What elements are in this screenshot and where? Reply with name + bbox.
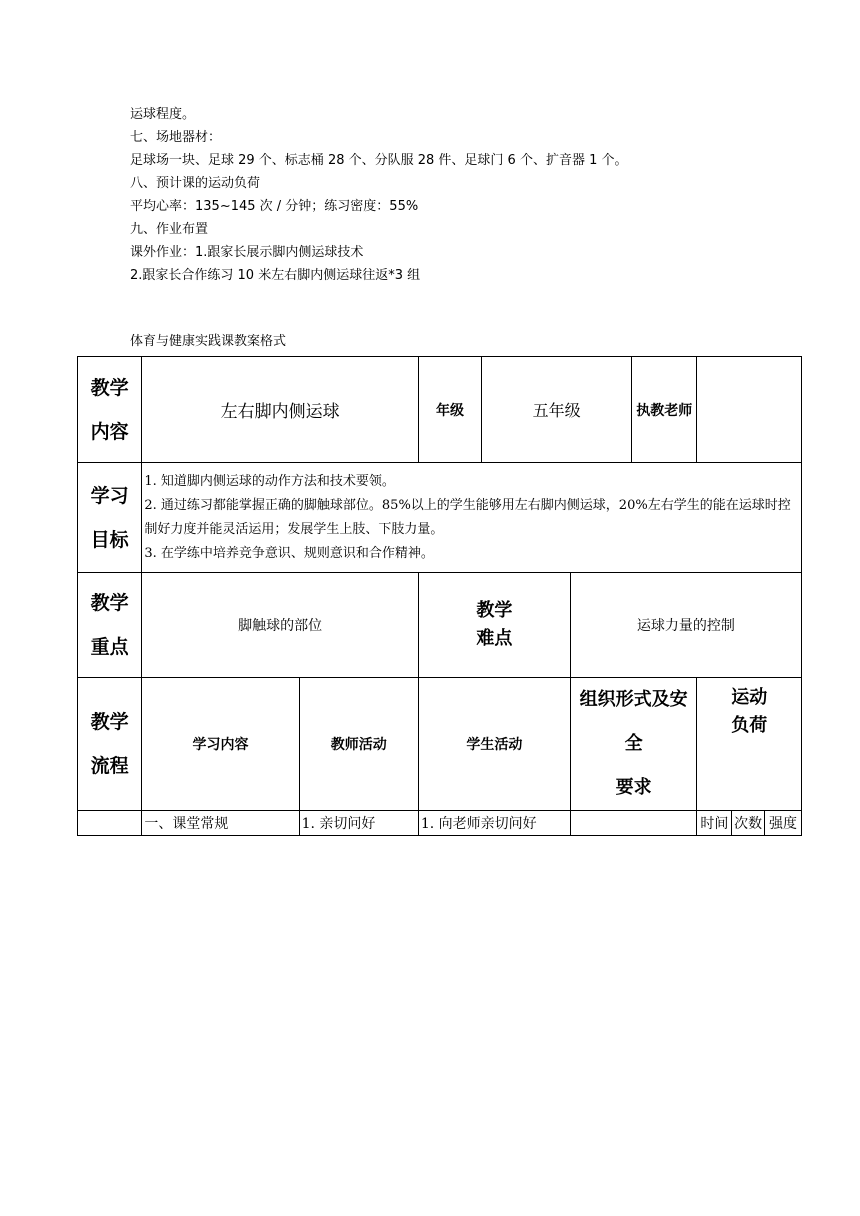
col-student-header: 学生活动 <box>418 678 570 811</box>
lesson-content: 左右脚内侧运球 <box>142 357 418 463</box>
count-cell: 次数 <box>732 811 765 836</box>
label-bottom: 内容 <box>90 420 129 443</box>
text-line: 七、场地器材： <box>130 130 222 145</box>
row-label-flow <box>78 678 142 811</box>
col-org-header <box>570 678 697 811</box>
goal-item: 1. 知道脚内侧运球的动作方法和技术要领。 <box>144 473 395 489</box>
key-point: 脚触球的部位 <box>142 573 418 678</box>
text-line: 平均心率：135~145 次 / 分钟；练习密度：55% <box>130 199 419 214</box>
label-top: 运动 <box>731 687 768 708</box>
teacher-value <box>697 357 802 463</box>
label-bottom: 要求 <box>615 777 652 798</box>
label-top: 组织形式及安全 <box>579 689 688 754</box>
empty-cell <box>78 811 142 836</box>
difficulty: 运球力量的控制 <box>570 573 801 678</box>
table-row <box>78 357 802 463</box>
label-bottom: 重点 <box>90 636 129 658</box>
col-content-header: 学习内容 <box>142 678 299 811</box>
label-top: 教学 <box>90 376 129 399</box>
col-teacher-header: 教师活动 <box>299 678 418 811</box>
grade-label: 年级 <box>418 357 481 463</box>
text-line: 八、预计课的运动负荷 <box>130 176 261 191</box>
goal-item: 3. 在学练中培养竞争意识、规则意识和合作精神。 <box>144 545 434 561</box>
teacher-cell: 1. 亲切问好 <box>299 811 418 836</box>
table-title: 体育与健康实践课教案格式 <box>130 334 287 349</box>
goal-item: 2. 通过练习都能掌握正确的脚触球部位。85%以上的学生能够用左右脚内侧运球，20%左右学生的能在运球时控制好力度并能灵活运用；发展学生上肢、下肢力量。 <box>144 497 791 537</box>
lesson-plan-table <box>77 356 802 836</box>
label-bottom: 负荷 <box>731 715 768 736</box>
text-line: 足球场一块、足球 29 个、标志桶 28 个、分队服 28 件、足球门 6 个、扩音器 1 个。 <box>130 153 628 168</box>
text-line: 九、作业布置 <box>130 222 209 237</box>
label-top: 教学 <box>90 592 129 614</box>
text-line: 课外作业：1.跟家长展示脚内侧运球技术 <box>130 245 364 260</box>
table-row <box>78 678 802 811</box>
table-row <box>78 463 802 573</box>
table-row <box>78 573 802 678</box>
label-top: 教学 <box>476 600 513 621</box>
label-bottom: 目标 <box>90 528 129 551</box>
org-cell <box>570 811 697 836</box>
table-row <box>78 811 802 836</box>
student-cell: 1. 向老师亲切问好 <box>418 811 570 836</box>
text-line: 2.跟家长合作练习 10 米左右脚内侧运球往返*3 组 <box>130 268 421 283</box>
time-cell: 时间 <box>697 811 732 836</box>
label-top: 学习 <box>90 484 129 507</box>
label-top: 教学 <box>90 711 129 733</box>
row-label-content <box>78 357 142 463</box>
difficulty-label <box>418 573 570 678</box>
col-load-header <box>697 678 802 811</box>
label-bottom: 难点 <box>476 628 513 649</box>
label-bottom: 流程 <box>90 755 129 777</box>
row-label-goals <box>78 463 142 573</box>
intensity-cell: 强度 <box>764 811 801 836</box>
grade-value: 五年级 <box>482 357 632 463</box>
teacher-label: 执教老师 <box>632 357 697 463</box>
text-line: 运球程度。 <box>130 107 196 122</box>
content-cell: 一、课堂常规 <box>142 811 299 836</box>
learning-goals <box>142 463 802 573</box>
row-label-key-point <box>78 573 142 678</box>
